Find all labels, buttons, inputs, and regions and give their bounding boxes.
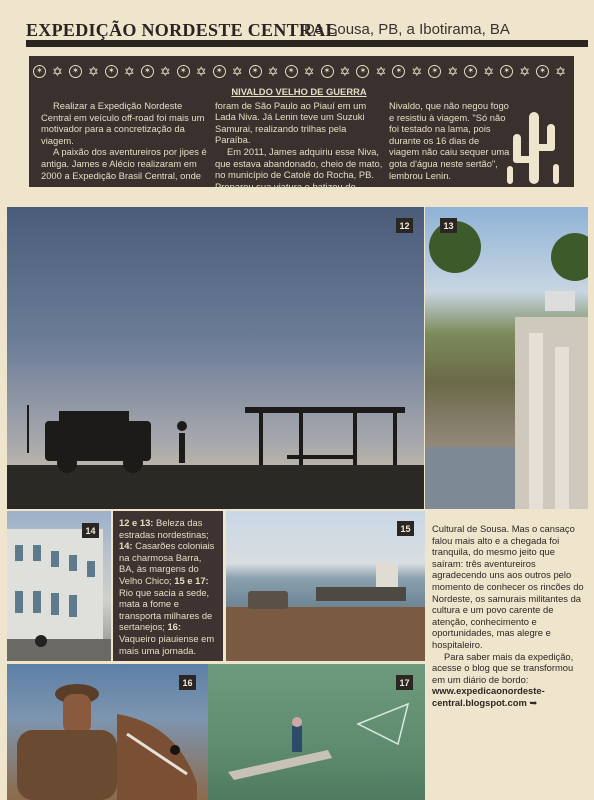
photo-number-badge: 17 xyxy=(396,675,413,690)
circle-ornament-icon: ✶ xyxy=(464,65,477,78)
circle-ornament-icon: ✶ xyxy=(356,65,369,78)
circle-ornament-icon: ✶ xyxy=(213,65,226,78)
circle-ornament-icon: ✶ xyxy=(141,65,154,78)
star-ornament-icon: ✡ xyxy=(519,63,531,79)
caption-ref: 16: xyxy=(167,621,182,633)
road-river-illustration xyxy=(425,207,588,509)
photo-15-river-ferry xyxy=(226,511,425,661)
caption-ref: 15 e 17: xyxy=(174,574,209,586)
ferry-illustration xyxy=(226,511,425,661)
circle-ornament-icon: ✶ xyxy=(249,65,262,78)
jeep-silhouette-illustration xyxy=(7,207,424,509)
star-ornament-icon: ✡ xyxy=(555,63,567,79)
star-ornament-icon: ✡ xyxy=(267,63,279,79)
caption-text: Vaqueiro piauiense em mais uma jornada. xyxy=(119,632,215,656)
photo-captions xyxy=(113,511,223,661)
photo-number-badge: 13 xyxy=(440,218,457,233)
intro-column-1 xyxy=(41,100,211,181)
circle-ornament-icon: ✶ xyxy=(285,65,298,78)
photo-12-sunset-jeep xyxy=(7,207,424,509)
circle-ornament-icon: ✶ xyxy=(177,65,190,78)
paragraph: Nivaldo, que não negou fogo e resistiu à viagem. "Só não foi testado na lama, pois durante os 16 dias de viagem não caiu sequer uma gota d'água neste sertão", lembrou Lenin. xyxy=(389,100,510,181)
closing-text xyxy=(432,523,584,709)
caption-text: Rio que sacia a sede, mata a fome e transporta milhares de sertanejos; xyxy=(119,586,213,633)
star-ornament-icon: ✡ xyxy=(447,63,459,79)
circle-ornament-icon: ✶ xyxy=(33,65,46,78)
paragraph xyxy=(432,651,584,709)
ornament-row xyxy=(33,62,568,80)
circle-ornament-icon: ✶ xyxy=(500,65,513,78)
star-ornament-icon: ✡ xyxy=(339,63,351,79)
intro-column-2 xyxy=(215,86,383,192)
paragraph: Em 2011, James adquiriu esse Niva, que estava abandonado, cheio de mato, no município de Catolé do Rocha, PB. Preparou sua viatura e batizou de xyxy=(215,145,383,192)
star-ornament-icon: ✡ xyxy=(87,63,99,79)
paragraph: A paixão dos aventureiros por jipes é antiga. James e Alécio realizaram em 2000 a Expedição Brasil Central, onde xyxy=(41,146,207,181)
paragraph: Realizar a Expedição Nordeste Central em veículo off-road foi mais um motivador para a concretização da viagem. xyxy=(41,100,205,146)
photo-17-fishing-boat xyxy=(208,664,425,800)
photo-14-colonial-houses xyxy=(7,511,111,661)
paragraph: foram de São Paulo ao Piauí em um Lada Niva. Já Lenin teve um Suzuki Samurai, realizando trilhas pela Paraíba. xyxy=(215,99,367,146)
circle-ornament-icon: ✶ xyxy=(536,65,549,78)
caption-text: Beleza das estradas nordestinas; xyxy=(119,517,209,540)
star-ornament-icon: ✡ xyxy=(52,63,63,79)
cowboy-illustration xyxy=(7,664,208,800)
star-ornament-icon: ✡ xyxy=(303,63,315,79)
paragraph-text: Para saber mais da expedição, acesse o blog que se transformou em um diário de bordo: xyxy=(432,650,574,685)
caption-text: Casarões coloniais na charmosa Barra, BA, às margens do Velho Chico; xyxy=(119,540,215,586)
caption-ref: 14: xyxy=(119,540,133,552)
circle-ornament-icon: ✶ xyxy=(392,65,405,78)
photo-16-cowboy xyxy=(7,664,208,800)
section-subhead: NIVALDO VELHO DE GUERRA xyxy=(231,86,367,97)
arrow-icon: ➥ xyxy=(529,696,538,708)
paragraph: Cultural de Sousa. Mas o cansaço falou mais alto e a chegada foi tranquila, do mesmo jeito que saíram: três aventureiros agradecendo uns aos outros pelo momento de conhecer os rincões do Nordeste, os samurais militantes da cultura e um povo carente de atenção, conhecimento e oportunidades, mas alegre e hospitaleiro. xyxy=(432,523,584,650)
star-ornament-icon: ✡ xyxy=(123,63,135,79)
photo-number-badge: 15 xyxy=(397,521,414,536)
photo-number-badge: 12 xyxy=(396,218,413,233)
star-ornament-icon: ✡ xyxy=(375,63,387,79)
fishing-boat-illustration xyxy=(208,664,425,800)
route-subtitle: De Sousa, PB, a Ibotirama, BA xyxy=(304,21,510,38)
star-ornament-icon: ✡ xyxy=(195,63,207,79)
photo-13-road-river xyxy=(425,207,588,509)
intro-column-3 xyxy=(389,100,511,181)
cactus-icon xyxy=(505,104,563,184)
circle-ornament-icon: ✶ xyxy=(428,65,441,78)
page-title: EXPEDIÇÃO NORDESTE CENTRAL xyxy=(26,20,338,40)
blog-link[interactable]: www.expedicaonordeste-central.blogspot.com xyxy=(432,685,545,708)
circle-ornament-icon: ✶ xyxy=(105,65,118,78)
photo-number-badge: 16 xyxy=(179,675,196,690)
star-ornament-icon: ✡ xyxy=(231,63,243,79)
star-ornament-icon: ✡ xyxy=(483,63,495,79)
caption-ref: 12 e 13: xyxy=(119,517,154,528)
circle-ornament-icon: ✶ xyxy=(321,65,334,78)
header-rule xyxy=(26,40,588,47)
photo-number-badge: 14 xyxy=(82,523,99,538)
star-ornament-icon: ✡ xyxy=(159,63,171,79)
intro-box xyxy=(29,56,574,192)
circle-ornament-icon: ✶ xyxy=(69,65,82,78)
star-ornament-icon: ✡ xyxy=(411,63,423,79)
